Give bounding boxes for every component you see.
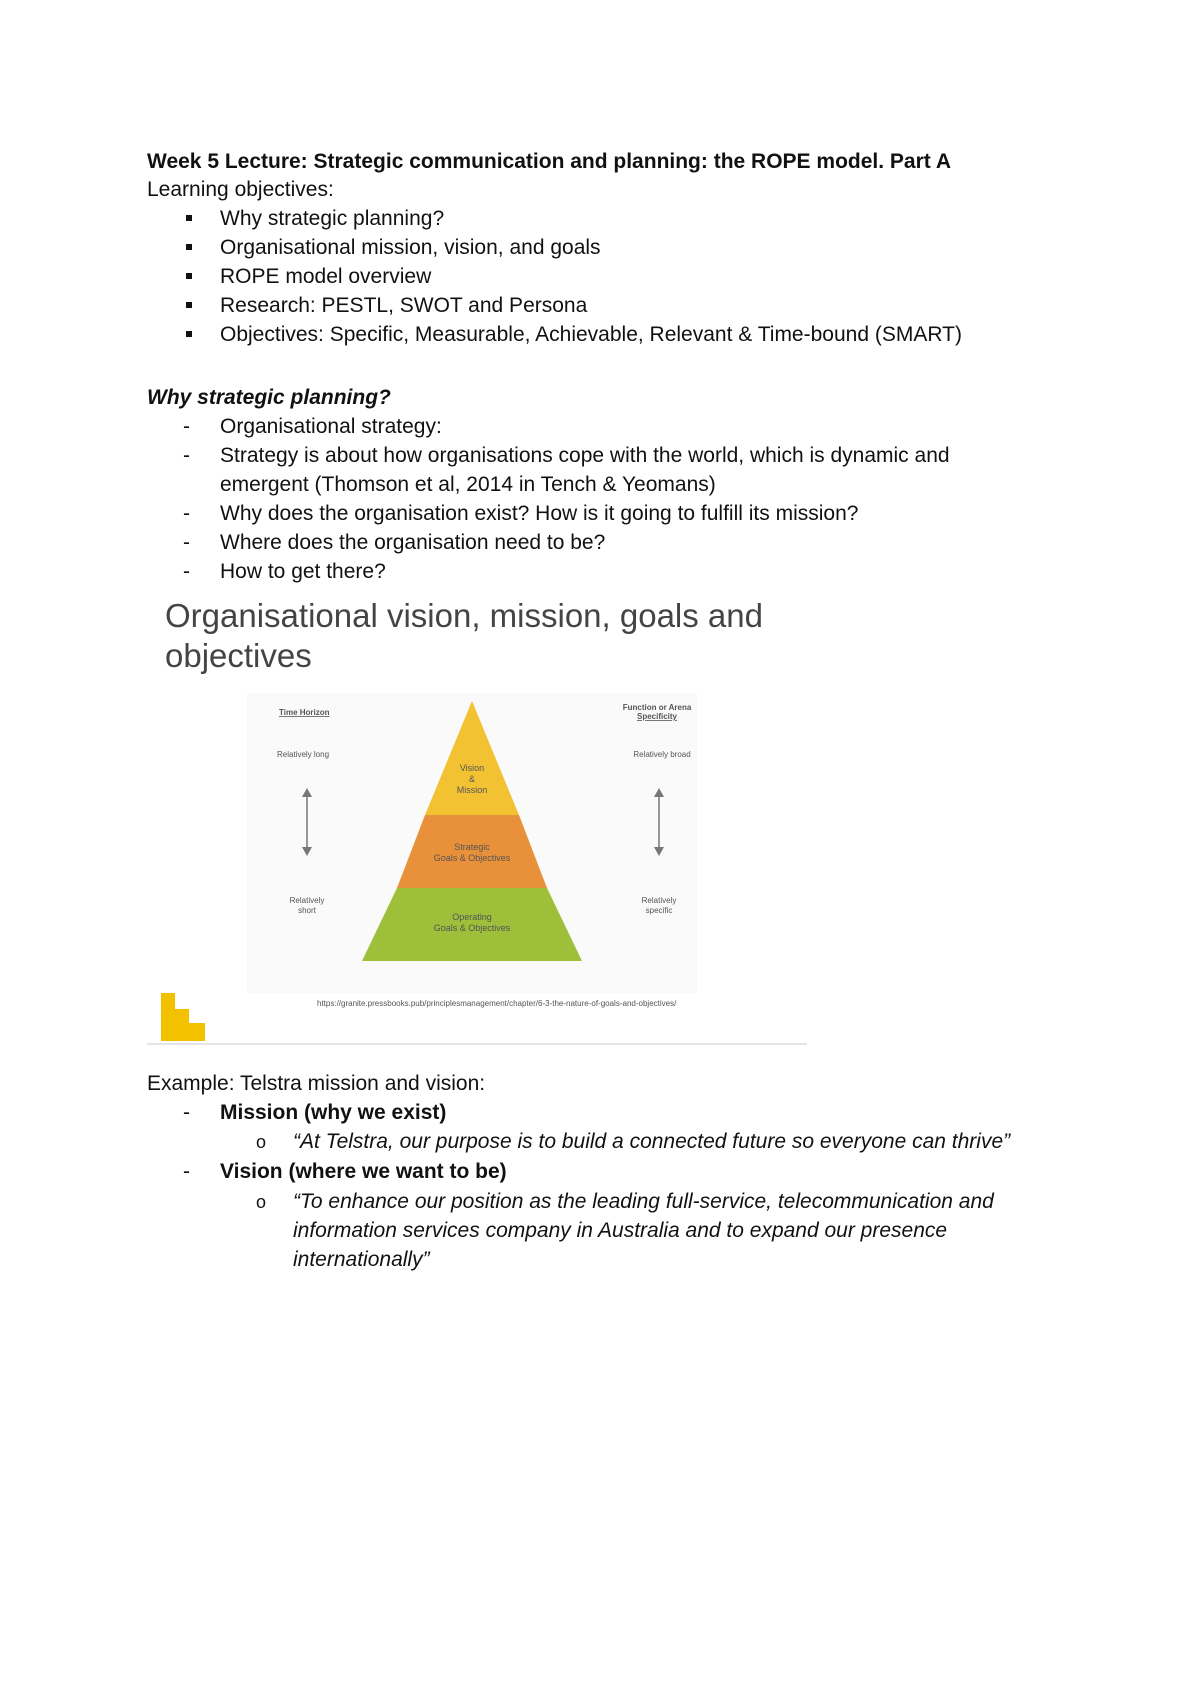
square-bullet-icon <box>186 244 192 250</box>
list-item: Strategy is about how organisations cope with the world, which is dynamic and <box>220 444 950 467</box>
square-bullet-icon <box>186 215 192 221</box>
mission-label: Mission (why we exist) <box>220 1101 447 1124</box>
tier-bot-label-1: Operating <box>452 912 492 922</box>
list-item: ROPE model overview <box>220 265 432 288</box>
dash-bullet-icon: - <box>183 531 190 554</box>
time-horizon-long: Relatively long <box>277 750 330 759</box>
list-item: Objectives: Specific, Measurable, Achievable, Relevant & Time-bound (SMART) <box>220 323 962 346</box>
dash-bullet-icon: - <box>183 415 190 438</box>
list-item: Research: PESTL, SWOT and Persona <box>220 294 588 317</box>
square-bullet-icon <box>186 273 192 279</box>
slide-logo-steps <box>161 993 205 1041</box>
specificity-specific-1: Relatively <box>641 896 677 905</box>
tier-top-label-2: & <box>468 774 476 784</box>
slide-source-link[interactable]: https://granite.pressbooks.pub/principlesmanagement/chapter/6-3-the-nature-of-goals-and-objectives/ <box>317 999 677 1008</box>
specificity-specific-2: specific <box>645 906 673 915</box>
square-bullet-icon <box>186 302 192 308</box>
specificity-broad: Relatively broad <box>633 750 691 759</box>
dash-bullet-icon: - <box>183 1160 190 1183</box>
vision-quote-line-2: information services company in Australia and to expand our presence <box>293 1219 948 1242</box>
learning-objectives-label: Learning objectives: <box>147 178 334 201</box>
section-heading: Why strategic planning? <box>147 386 391 409</box>
time-horizon-header: Time Horizon <box>279 708 330 717</box>
list-item: How to get there? <box>220 560 386 583</box>
tier-mid-label-2: Goals & Objectives <box>433 853 511 863</box>
lecture-heading: Week 5 Lecture: Strategic communication and planning: the ROPE model. Part A <box>147 150 951 173</box>
list-item: Where does the organisation need to be? <box>220 531 606 554</box>
list-item: Organisational strategy: <box>220 415 442 438</box>
list-item: Why does the organisation exist? How is it going to fulfill its mission? <box>220 502 859 525</box>
circle-bullet-icon: o <box>256 1132 267 1152</box>
list-item-continuation: emergent (Thomson et al, 2014 in Tench & Yeomans) <box>220 473 716 496</box>
list-item: Why strategic planning? <box>220 207 445 230</box>
specificity-header-2: Specificity <box>636 712 678 721</box>
vision-quote-line-1: “To enhance our position as the leading full-service, telecommunication and <box>293 1190 994 1213</box>
circle-bullet-icon: o <box>256 1192 267 1212</box>
time-horizon-short-1: Relatively <box>289 896 325 905</box>
tier-top-label-3: Mission <box>456 785 488 795</box>
dash-bullet-icon: - <box>183 444 190 467</box>
goals-pyramid-diagram <box>247 693 697 993</box>
vision-label: Vision (where we want to be) <box>220 1160 507 1183</box>
tier-mid-label-1: Strategic <box>454 842 490 852</box>
example-label: Example: Telstra mission and vision: <box>147 1072 486 1095</box>
square-bullet-icon <box>186 331 192 337</box>
slide-title: Organisational vision, mission, goals and objectives <box>165 597 763 674</box>
specificity-header-1: Function or Arena <box>622 703 692 712</box>
vision-quote-line-3: internationally” <box>293 1248 430 1271</box>
list-item: Organisational mission, vision, and goals <box>220 236 601 259</box>
tier-top-label-1: Vision <box>459 763 485 773</box>
slide-divider <box>147 1043 807 1045</box>
embedded-slide <box>147 588 807 1048</box>
dash-bullet-icon: - <box>183 560 190 583</box>
dash-bullet-icon: - <box>183 502 190 525</box>
mission-quote: “At Telstra, our purpose is to build a connected future so everyone can thrive” <box>293 1130 1011 1153</box>
tier-bot-label-2: Goals & Objectives <box>433 923 511 933</box>
dash-bullet-icon: - <box>183 1101 190 1124</box>
time-horizon-short-2: short <box>298 906 316 915</box>
